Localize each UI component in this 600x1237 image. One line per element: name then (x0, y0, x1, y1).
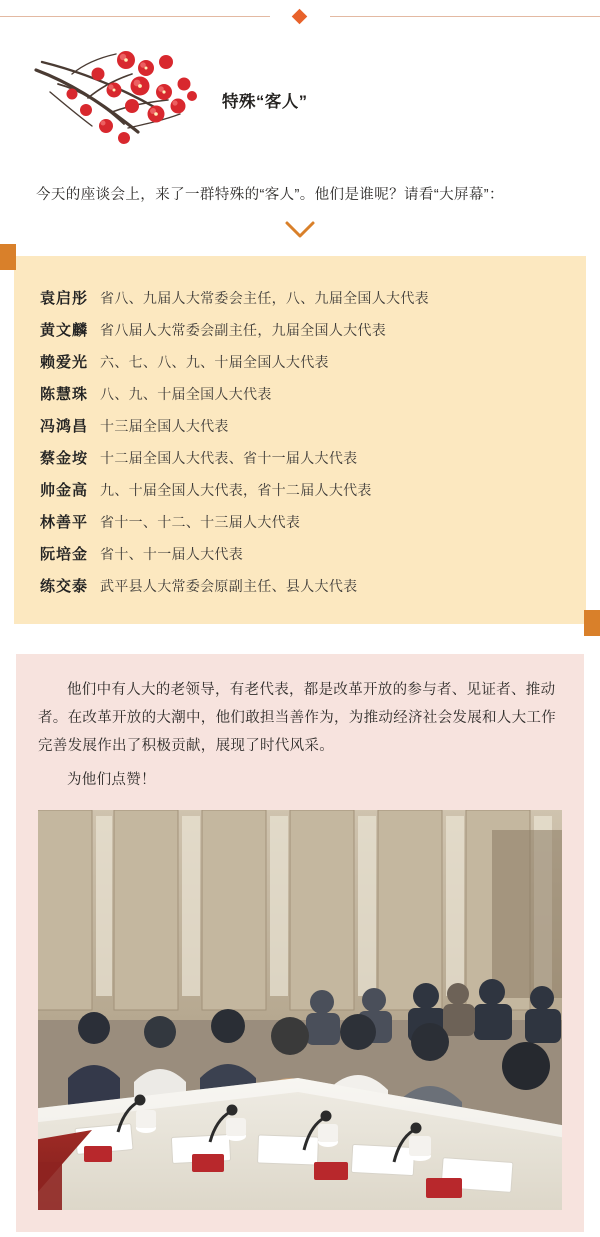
name-panel-wrapper (0, 256, 600, 624)
representative-desc: 省十、十一届人大代表 (100, 546, 244, 562)
list-item (14, 410, 586, 442)
list-item (14, 570, 586, 602)
decor-line-right (330, 16, 600, 17)
representative-desc: 六、七、八、九、十届全国人大代表 (100, 354, 329, 370)
representative-desc: 九、十届全国人大代表，省十二届人大代表 (100, 482, 372, 498)
representative-name: 帅金高 (40, 482, 89, 499)
representative-desc: 武平县人大常委会原副主任、县人大代表 (100, 578, 358, 594)
list-item (14, 474, 586, 506)
list-item (14, 538, 586, 570)
list-item (14, 282, 586, 314)
list-item (14, 314, 586, 346)
representative-name: 林善平 (40, 514, 89, 531)
representative-name: 阮培金 (40, 546, 89, 563)
representative-name: 黄文麟 (40, 322, 89, 339)
list-item (14, 378, 586, 410)
top-decoration-bar (0, 0, 600, 34)
conference-room-meeting-photo (38, 810, 562, 1210)
summary-paragraph-1: 他们中有人大的老领导，有老代表，都是改革开放的参与者、见证者、推动者。在改革开放的大潮中，他们敢担当善作为，为推动经济社会发展和人大工作完善发展作出了积极贡献，展现了时代风采。 (38, 682, 556, 754)
representative-desc: 省十一、十二、十三届人大代表 (100, 514, 301, 530)
corner-accent-top-left (0, 244, 16, 270)
intro-paragraph: 今天的座谈会上，来了一群特殊的“客人”。他们是谁呢？请看“大屏幕”： (36, 187, 504, 203)
summary-paragraph-2: 为他们点赞！ (67, 772, 156, 788)
list-item (14, 346, 586, 378)
representative-desc: 十三届全国人大代表 (100, 418, 229, 434)
representative-list (14, 256, 586, 624)
representative-name: 袁启彤 (40, 290, 89, 307)
chevron-down-icon (284, 220, 316, 245)
decor-line-left (0, 16, 270, 17)
representative-name: 陈慧珠 (40, 386, 89, 403)
page-title: 特殊“客人” (222, 93, 308, 111)
representative-desc: 省八、九届人大常委会主任，八、九届全国人大代表 (100, 290, 429, 306)
diamond-icon (292, 9, 308, 25)
representative-name: 冯鸿昌 (40, 418, 89, 435)
representative-desc: 八、九、十届全国人大代表 (100, 386, 272, 402)
summary-card (16, 654, 584, 1232)
representative-desc: 省八届人大常委会副主任，九届全国人大代表 (100, 322, 387, 338)
plum-blossom-icon (28, 40, 213, 148)
representative-name: 赖爱光 (40, 354, 89, 371)
list-item (14, 442, 586, 474)
representative-name: 蔡金垵 (40, 450, 89, 467)
representative-desc: 十二届全国人大代表、省十一届人大代表 (100, 450, 358, 466)
chevron-container (0, 208, 600, 252)
header (0, 34, 600, 154)
list-item (14, 506, 586, 538)
representative-name: 练交泰 (40, 578, 89, 595)
corner-accent-bottom-right (584, 610, 600, 636)
